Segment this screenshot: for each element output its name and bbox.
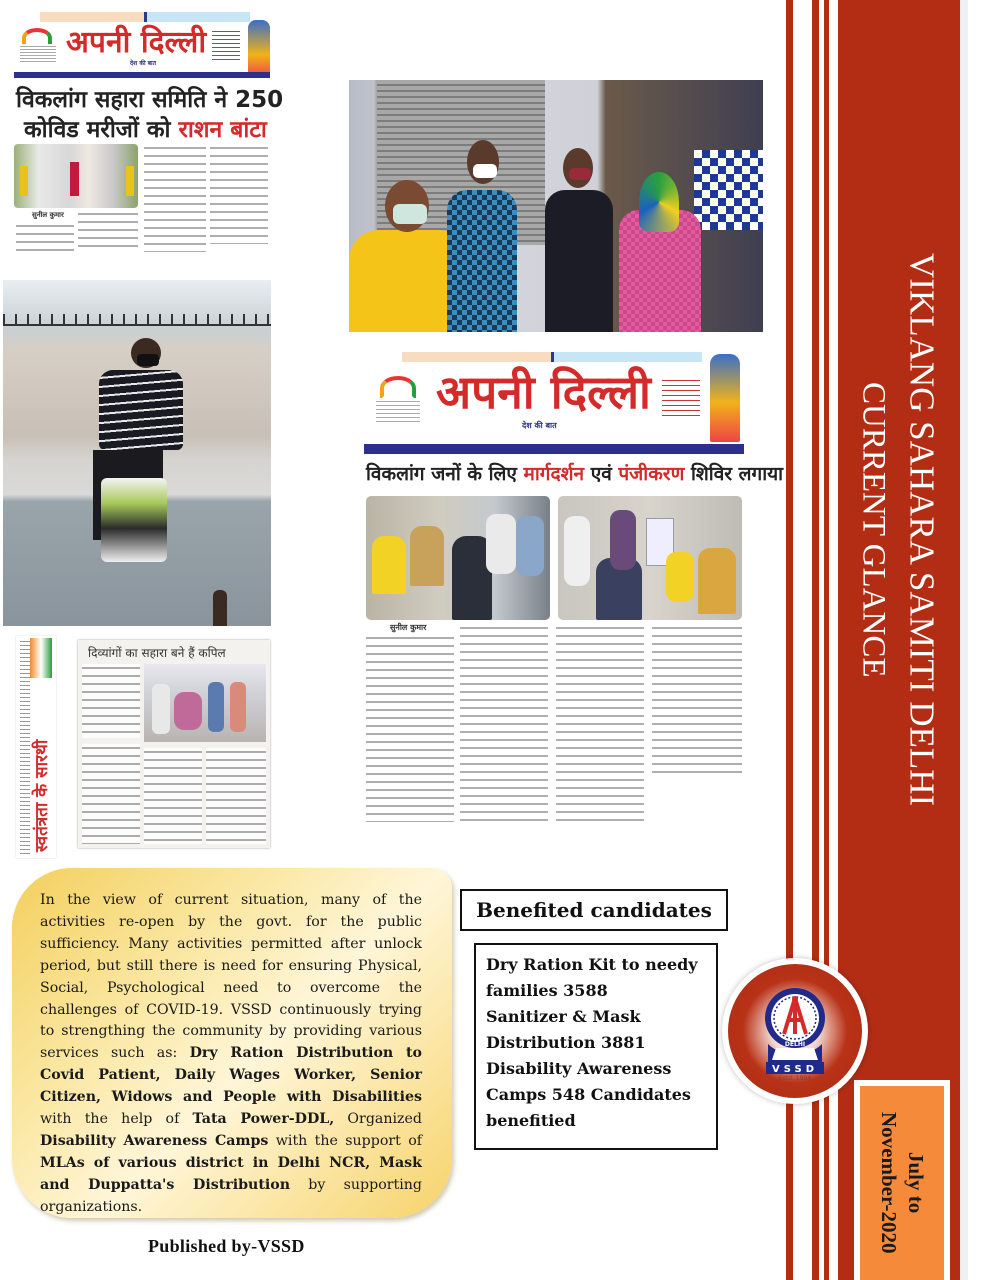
benefit-line: Distribution 3881 [486,1033,646,1052]
headline-part: शिविर लगाया [690,463,784,485]
newspaper-ad-text [212,28,240,62]
period-line-2: November-2020 [877,1112,901,1254]
article-text-column [652,624,742,776]
newspaper-date-block [20,44,56,62]
newspaper-logo-icon [380,376,416,400]
summary-highlight: Dry Ration Distribution to Covid Patient, Daily Wages Worker, Senior Citizen, Widows and People with Disabilities [40,1045,422,1106]
newspaper-rama-image [710,354,740,442]
summary-highlight: Tata Power-DDL, [192,1111,335,1128]
kapil-headline: दिव्यांगों का सहारा बने हैं कपिल [88,646,226,660]
side-paper-name: स्वतंत्रता के सारथी [32,739,52,852]
clipping-byline: सुनील कुमार [32,211,64,219]
summary-segment: Organized [334,1111,422,1128]
benefit-line: Sanitizer & Mask [486,1007,641,1026]
summary-segment: with the help of [40,1111,193,1128]
headline-line-1: विकलांग सहारा समिति ने 250 [16,87,284,113]
benefit-line: Camps 548 Candidates [486,1085,691,1104]
newspaper-tagline: देश की बात [522,421,557,430]
benefit-line: benefitied [486,1111,576,1130]
headline-red-part: राशन बांटा [178,117,267,143]
summary-segment: In the view of current situation, many of the activities re-open by the govt. for the public sufficiency. Many activities permitted after unlock period, but still there is need for ensuring Physical, Social, Psychological need to overcome the challenges of COVID-19. VSSD continuously trying to strengthing the community by providing various services such as: [40,892,422,1062]
newspaper-date-block [376,398,420,424]
newspaper-masthead: अपनी दिल्ली [66,25,207,60]
news-photo-camp-1 [366,496,550,620]
clipping-byline: सुनील कुमार [390,623,427,632]
newspaper-blue-bar [14,72,270,78]
summary-segment: by supporting organizations. [40,1176,422,1215]
article-text-column [206,748,266,844]
newspaper-masthead: अपनी दिल्ली [436,365,651,419]
logo-estd: Estd. 1994 [778,1075,812,1080]
article-text-column [460,624,548,822]
headline-red-part: पंजीकरण [618,463,685,485]
news-clipping-kapil [78,640,270,848]
summary-panel [12,868,452,1218]
period-box [854,1080,950,1280]
summary-highlight: Disability Awareness Camps [40,1132,269,1149]
benefit-line: families 3588 [486,981,608,1000]
vertical-title [838,120,960,940]
news-photo-tricycle [144,664,266,742]
newspaper-ad-text [662,376,700,420]
headline-part: एवं [590,463,612,485]
news-photo-van [14,144,138,208]
news-clipping-camp [362,340,784,830]
news-photo-camp-2 [558,496,742,620]
period-line-1: July to [904,1152,928,1214]
benefit-line: Disability Awareness [486,1059,672,1078]
published-by: Published by-VSSD [148,1236,305,1256]
headline-red-part: मार्गदर्शन [523,463,585,485]
article-text-column [16,222,74,252]
photo-ration-recipient [3,280,271,626]
newspaper-blue-bar [364,444,744,454]
article-text-column [366,634,454,822]
newspaper-tagline: देश की बात [130,60,157,67]
article-text-column [82,664,140,738]
article-text-column [144,748,202,844]
benefited-list [474,943,718,1150]
logo-city: DELHI [784,1041,806,1048]
photo-mask-distribution [349,80,763,332]
headline-part: विकलांग जनों के लिए [366,463,517,485]
news-clipping-masthead-side [16,636,56,858]
news-clipping-ration [10,10,284,272]
article-text-column [556,624,644,822]
org-title: VIKLANG SAHARA SAMITI DELHI [902,253,942,807]
logo-abbr: VSSD [772,1064,818,1075]
benefit-line: Dry Ration Kit to needy [486,955,698,974]
band-edge [960,0,968,1280]
org-subtitle: CURRENT GLANCE [855,382,892,678]
summary-segment: with the support of [268,1132,422,1149]
summary-text [40,890,422,1219]
benefited-title: Benefited candidates [460,889,728,931]
headline-line-2 [24,112,267,144]
newspaper-rama-image [248,20,270,78]
article-text-column [144,144,206,252]
headline-black-part: कोविड मरीजों को [24,117,171,143]
vssd-emblem-icon [762,984,828,1080]
article-text-column [78,210,138,252]
vssd-logo [722,958,868,1104]
article-text-column [210,144,268,244]
summary-highlight: MLAs of various district in Delhi NCR, Mask and Duppatta's Distribution [40,1154,422,1193]
article-text-column [82,744,140,844]
camp-headline [366,460,783,486]
